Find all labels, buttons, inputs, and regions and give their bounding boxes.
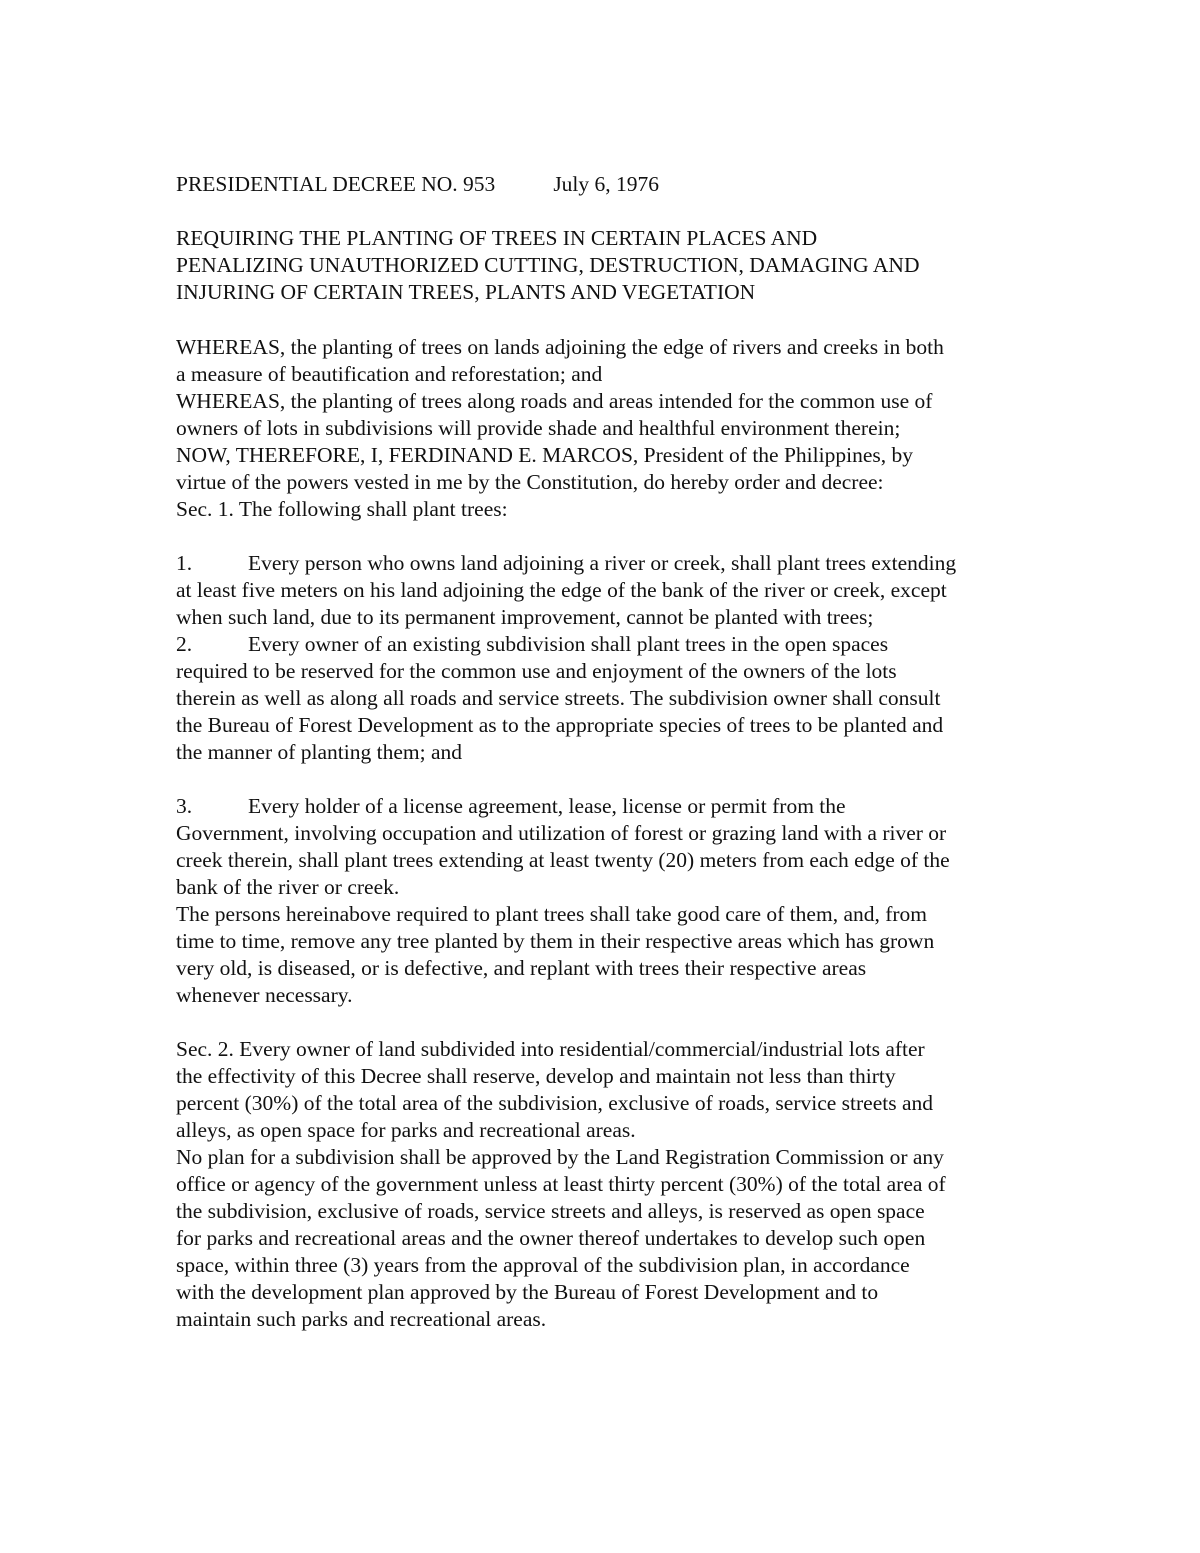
preamble-line: WHEREAS, the planting of trees on lands adjoining the edge of rivers and creeks in both <box>176 335 944 359</box>
list-item-line: bank of the river or creek. <box>176 875 400 899</box>
list-item-line: time to time, remove any tree planted by them in their respective areas which has grown <box>176 929 935 953</box>
list-item-line: The persons hereinabove required to plant trees shall take good care of them, and, from <box>176 902 928 926</box>
section-1-heading: Sec. 1. The following shall plant trees: <box>176 497 508 521</box>
list-item-line: when such land, due to its permanent improvement, cannot be planted with trees; <box>176 605 874 629</box>
decree-date: July 6, 1976 <box>553 172 660 196</box>
list-item-number: 2. <box>176 632 193 656</box>
list-item-3 <box>176 793 1036 1009</box>
decree-title <box>176 225 1036 306</box>
section-2-line: office or agency of the government unless at least thirty percent (30%) of the total area of <box>176 1172 946 1196</box>
list-item-2 <box>176 631 1036 766</box>
preamble-line: WHEREAS, the planting of trees along roads and areas intended for the common use of <box>176 389 933 413</box>
list-item-line: therein as well as along all roads and service streets. The subdivision owner shall consult <box>176 686 941 710</box>
list-item-text: Every holder of a license agreement, lease, license or permit from the <box>248 794 846 818</box>
section-2-line: with the development plan approved by the Bureau of Forest Development and to <box>176 1280 879 1304</box>
title-line: PENALIZING UNAUTHORIZED CUTTING, DESTRUCTION, DAMAGING AND <box>176 253 920 277</box>
section-2-line: Sec. 2. Every owner of land subdivided into residential/commercial/industrial lots after <box>176 1037 925 1061</box>
list-item-line: the Bureau of Forest Development as to the appropriate species of trees to be planted and <box>176 713 944 737</box>
section-2-line: space, within three (3) years from the approval of the subdivision plan, in accordance <box>176 1253 910 1277</box>
list-item-line: at least five meters on his land adjoining the edge of the bank of the river or creek, except <box>176 578 947 602</box>
list-item-line: very old, is diseased, or is defective, and replant with trees their respective areas <box>176 956 867 980</box>
decree-header <box>176 171 1036 198</box>
list-item-line: Government, involving occupation and utilization of forest or grazing land with a river or <box>176 821 947 845</box>
title-line: INJURING OF CERTAIN TREES, PLANTS AND VEGETATION <box>176 280 756 304</box>
section-2-line: for parks and recreational areas and the owner thereof undertakes to develop such open <box>176 1226 926 1250</box>
section-2-line: the effectivity of this Decree shall reserve, develop and maintain not less than thirty <box>176 1064 896 1088</box>
preamble-line: NOW, THEREFORE, I, FERDINAND E. MARCOS, President of the Philippines, by <box>176 443 913 467</box>
section-2-line: the subdivision, exclusive of roads, service streets and alleys, is reserved as open space <box>176 1199 925 1223</box>
preamble-line: owners of lots in subdivisions will provide shade and healthful environment therein; <box>176 416 901 440</box>
section-2-line: No plan for a subdivision shall be approved by the Land Registration Commission or any <box>176 1145 944 1169</box>
list-item-text: Every owner of an existing subdivision shall plant trees in the open spaces <box>248 632 889 656</box>
preamble-line: virtue of the powers vested in me by the Constitution, do hereby order and decree: <box>176 470 884 494</box>
section-2-line: percent (30%) of the total area of the subdivision, exclusive of roads, service streets and <box>176 1091 934 1115</box>
list-item-line: required to be reserved for the common use and enjoyment of the owners of the lots <box>176 659 897 683</box>
title-line: REQUIRING THE PLANTING OF TREES IN CERTAIN PLACES AND <box>176 226 818 250</box>
list-item-1 <box>176 550 1036 631</box>
list-item-number: 1. <box>176 551 193 575</box>
list-item-line: whenever necessary. <box>176 983 353 1007</box>
decree-number: PRESIDENTIAL DECREE NO. 953 <box>176 172 496 196</box>
preamble-line: a measure of beautification and reforestation; and <box>176 362 603 386</box>
section-2 <box>176 1036 1036 1333</box>
list-item-line: the manner of planting them; and <box>176 740 462 764</box>
section-2-line: alleys, as open space for parks and recreational areas. <box>176 1118 636 1142</box>
list-item-number: 3. <box>176 794 193 818</box>
list-item-text: Every person who owns land adjoining a river or creek, shall plant trees extending <box>248 551 957 575</box>
list-item-line: creek therein, shall plant trees extending at least twenty (20) meters from each edge of the <box>176 848 950 872</box>
preamble <box>176 334 1036 523</box>
section-2-line: maintain such parks and recreational areas. <box>176 1307 547 1331</box>
